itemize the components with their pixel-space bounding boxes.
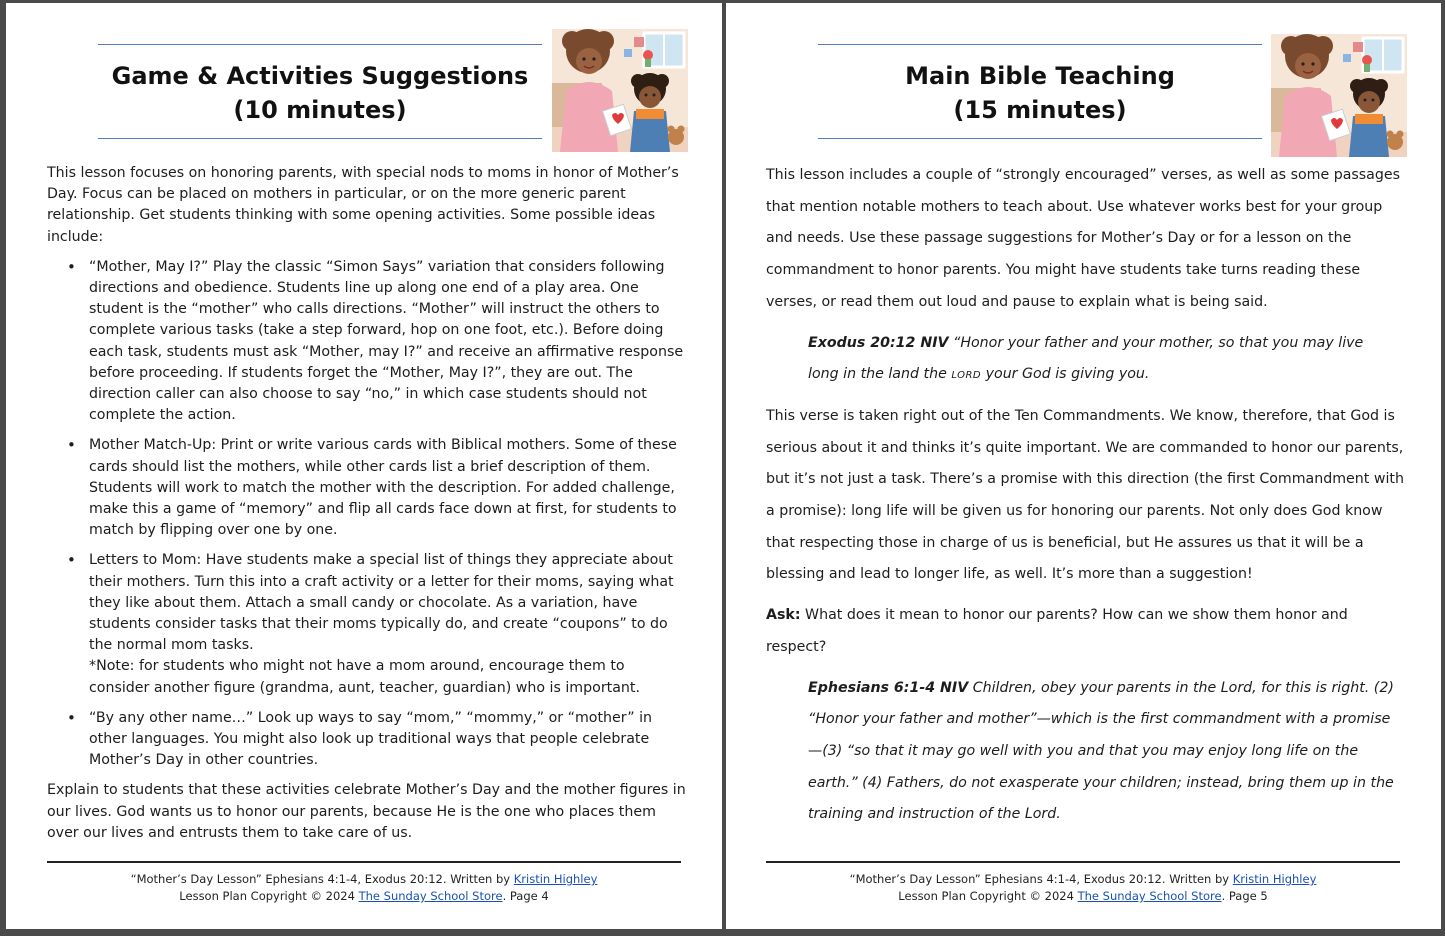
footer-line-2 [766, 888, 1400, 905]
header-bottom-rule [98, 138, 542, 139]
footer-citation: “Mother’s Day Lesson” Ephesians 4:1-4, Exodus 20:12. Written by [130, 872, 514, 886]
author-link[interactable]: Kristin Highley [513, 872, 598, 886]
page-title [818, 59, 1262, 127]
header-top-rule [98, 44, 542, 45]
verse-text: “Honor your father and your mother, so that you may live long in the land the [808, 334, 1364, 383]
footer-copyright: Lesson Plan Copyright © 2024 [179, 889, 359, 903]
verse-reference: Exodus 20:12 NIV [808, 334, 949, 351]
list-item [89, 550, 687, 698]
ask-paragraph [766, 600, 1406, 663]
verse-text: Children, obey your parents in the Lord, for this is right. (2) “Honor your father and mother”—which is the first commandment with a promise—(3) “so that it may go well with you and that you may enjoy long life on the earth.” (4) Fathers, do not exasperate your children; instead, bring them up in the training and instruction of the Lord. [808, 679, 1394, 823]
intro-paragraph: This lesson includes a couple of “strongly encouraged” verses, as well as some passages that mention notable mothers to teach about. Use whatever works best for your group and needs. Use these passage suggestions for Mother’s Day or for a lesson on the commandment to honor parents. You might have students take turns reading these verses, or read them out loud and pause to explain what is being said. [766, 167, 1400, 310]
title-line-1: Game & Activities Suggestions [111, 62, 529, 90]
title-line-2: (10 minutes) [233, 96, 407, 124]
store-link[interactable]: The Sunday School Store [358, 889, 503, 903]
footer-rule [766, 861, 1400, 863]
small-caps-lord: LORD [951, 370, 982, 382]
page-body [766, 160, 1406, 840]
intro-paragraph: This lesson focuses on honoring parents, with special nods to moms in honor of Mother’s Day. Focus can be placed on mothers in particular, or on the more generic parent relationship. Get students thinking with some opening activities. Some possible ideas include: [47, 165, 679, 245]
explanation-paragraph: This verse is taken right out of the Ten Commandments. We know, therefore, that God is serious about it and thinks it’s quite important. We are commanded to honor our parents, but it’s not just a task. There’s a promise with this direction (the first Commandment with a promise): long life will be given us for honoring our parents. Not only does God know that respecting those in charge of us is beneficial, but He assures us that it will be a blessing and lead to longer life, as well. It’s more than a suggestion! [766, 407, 1404, 583]
page-footer [766, 871, 1400, 905]
page-footer [47, 871, 681, 905]
footer-copyright: Lesson Plan Copyright © 2024 [898, 889, 1078, 903]
list-item: • Mother Match-Up: Print or write various cards with Biblical mothers. Some of these cards should list the mothers, while other cards list a brief description of them. Students will work to match the mother with the description. For added challenge, make this a game of “memory” and flip all cards face down at first, for students to match by flipping over one by one. [89, 435, 687, 541]
list-item-text: Letters to Mom: Have students make a special list of things they appreciate about their mothers. Turn this into a craft activity or a letter for their moms, saying what they like about them. Attach a small candy or chocolate. As a variation, have students consider tasks that their moms typically do, and create “coupons” to do the normal mom tasks. [89, 552, 674, 654]
list-item: • “By any other name…” Look up ways to say “mom,” “mommy,” or “mother” in other languages. You might also look up traditional ways that people celebrate Mother’s Day in other countries. [89, 708, 687, 772]
document-page-4 [6, 3, 722, 929]
footer-line-2 [47, 888, 681, 905]
title-line-2: (15 minutes) [953, 96, 1127, 124]
ask-label: Ask: [766, 607, 801, 624]
ask-question: What does it mean to honor our parents? How can we show them honor and respect? [766, 607, 1348, 655]
footer-line-1 [47, 871, 681, 888]
document-page-5 [726, 3, 1441, 929]
header-bottom-rule [818, 138, 1262, 139]
mother-child-illustration [1271, 34, 1407, 157]
activity-list [47, 257, 687, 772]
footer-rule [47, 861, 681, 863]
verse-exodus [808, 328, 1398, 392]
page-number: . Page 5 [1221, 889, 1268, 903]
list-item-note: *Note: for students who might not have a mom around, encourage them to consider another figure (grandma, aunt, teacher, guardian) who is important. [89, 658, 640, 696]
title-line-1: Main Bible Teaching [905, 62, 1175, 90]
store-link[interactable]: The Sunday School Store [1077, 889, 1222, 903]
page-body [47, 163, 687, 853]
page-title [98, 59, 542, 127]
page-header [726, 3, 1441, 163]
mother-child-illustration [552, 29, 688, 152]
verse-ephesians [808, 673, 1398, 832]
footer-citation: “Mother’s Day Lesson” Ephesians 4:1-4, Exodus 20:12. Written by [849, 872, 1233, 886]
verse-text-end: your God is giving you. [981, 366, 1150, 383]
list-item: • “Mother, May I?” Play the classic “Simon Says” variation that considers following directions and obedience. Students line up along one end of a play area. One student is the “mother” who calls directions. “Mother” will instruct the others to complete various tasks (take a step forward, hop on one foot, etc.). Before doing each task, students must ask “Mother, may I?” and receive an affirmative response before proceeding. If students forget the “Mother, May I?”, they are out. The direction caller can also choose to say “no,” in which case students should not complete the action. [89, 257, 687, 427]
page-number: . Page 4 [502, 889, 549, 903]
header-top-rule [818, 44, 1262, 45]
page-header [6, 3, 722, 163]
closing-paragraph: Explain to students that these activities celebrate Mother’s Day and the mother figures in our lives. God wants us to honor our parents, because He is the one who places them over our lives and entrusts them to take care of us. [47, 782, 686, 841]
footer-line-1 [766, 871, 1400, 888]
author-link[interactable]: Kristin Highley [1232, 872, 1317, 886]
verse-reference: Ephesians 6:1-4 NIV [808, 679, 969, 696]
